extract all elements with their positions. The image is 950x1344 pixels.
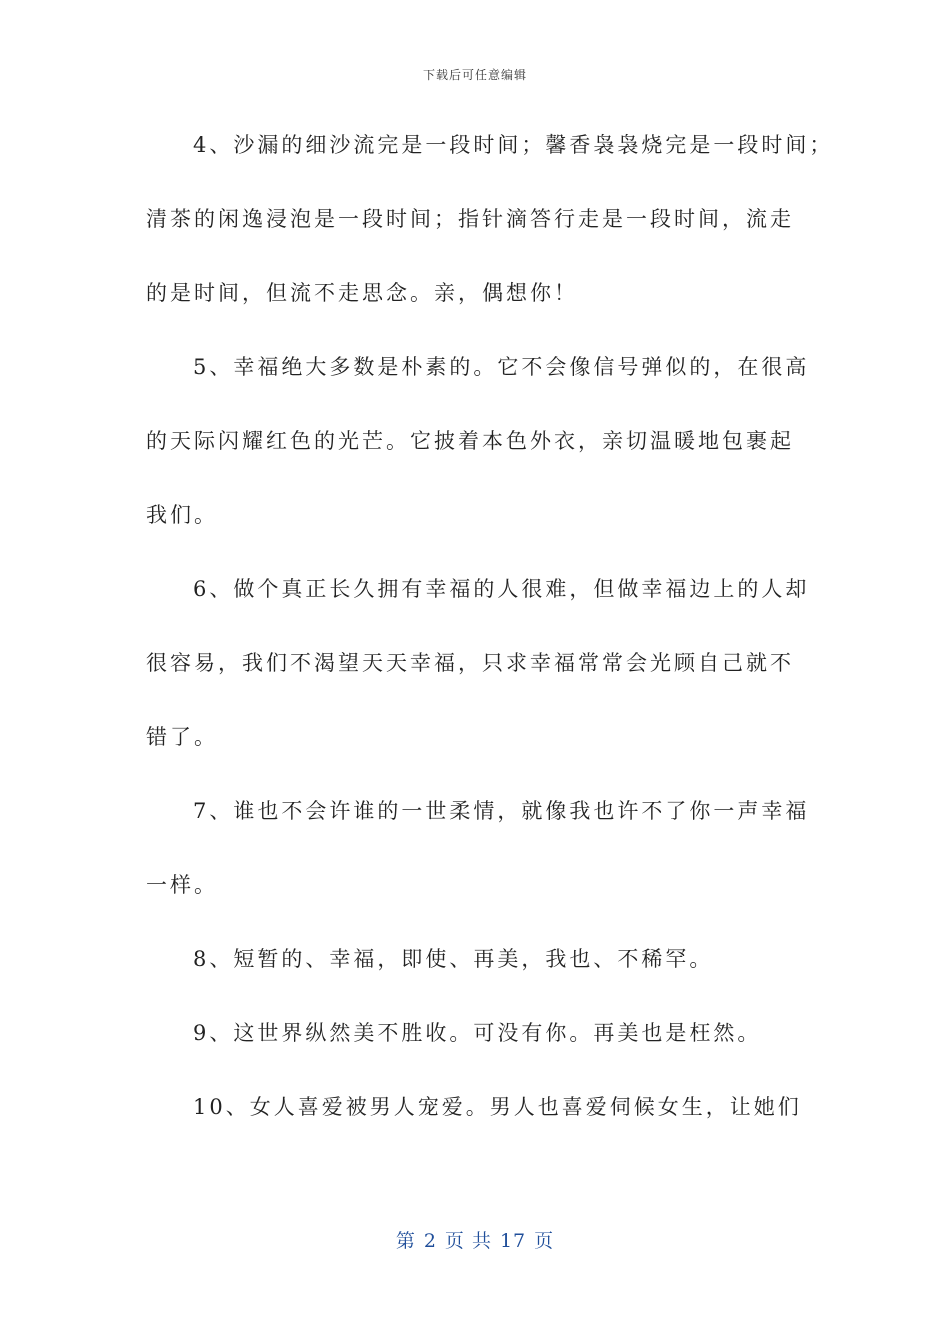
paragraph-line: 7、谁也不会许谁的一世柔情，就像我也许不了你一声幸福 <box>193 799 810 823</box>
paragraph-line: 很容易，我们不渴望天天幸福，只求幸福常常会光顾自己就不 <box>146 651 794 675</box>
paragraph-6 <box>146 566 814 788</box>
footer-prefix: 第 <box>395 1230 416 1252</box>
paragraph-line: 一样。 <box>146 873 218 897</box>
paragraph-9 <box>146 1010 814 1084</box>
footer-total-pages: 17 <box>499 1230 527 1252</box>
footer-middle: 页 共 <box>444 1230 492 1252</box>
paragraph-10 <box>146 1084 814 1158</box>
paragraph-line: 5、幸福绝大多数是朴素的。它不会像信号弹似的，在很高 <box>193 355 810 379</box>
paragraph-line: 10、女人喜爱被男人宠爱。男人也喜爱伺候女生，让她们 <box>193 1095 802 1119</box>
footer-page-number: 2 <box>423 1230 437 1252</box>
page-footer <box>0 1226 950 1253</box>
page-header: 下载后可任意编辑 <box>422 68 527 82</box>
paragraph-line: 错了。 <box>146 725 218 749</box>
paragraph-line: 8、短暂的、幸福，即使、再美，我也、不稀罕。 <box>193 947 714 971</box>
paragraph-line: 9、这世界纵然美不胜收。可没有你。再美也是枉然。 <box>193 1021 762 1045</box>
paragraph-line: 的是时间，但流不走思念。亲，偶想你！ <box>146 281 578 305</box>
document-body <box>146 122 834 1158</box>
paragraph-line: 6、做个真正长久拥有幸福的人很难，但做幸福边上的人却 <box>193 577 810 601</box>
footer-suffix: 页 <box>534 1230 555 1252</box>
paragraph-4 <box>146 122 834 344</box>
paragraph-line: 我们。 <box>146 503 218 527</box>
paragraph-line: 的天际闪耀红色的光芒。它披着本色外衣，亲切温暖地包裹起 <box>146 429 794 453</box>
paragraph-line: 4、沙漏的细沙流完是一段时间；馨香袅袅烧完是一段时间； <box>193 133 834 157</box>
paragraph-5 <box>146 344 814 566</box>
paragraph-8 <box>146 936 814 1010</box>
paragraph-7 <box>146 788 814 936</box>
paragraph-line: 清茶的闲逸浸泡是一段时间；指针滴答行走是一段时间，流走 <box>146 207 794 231</box>
